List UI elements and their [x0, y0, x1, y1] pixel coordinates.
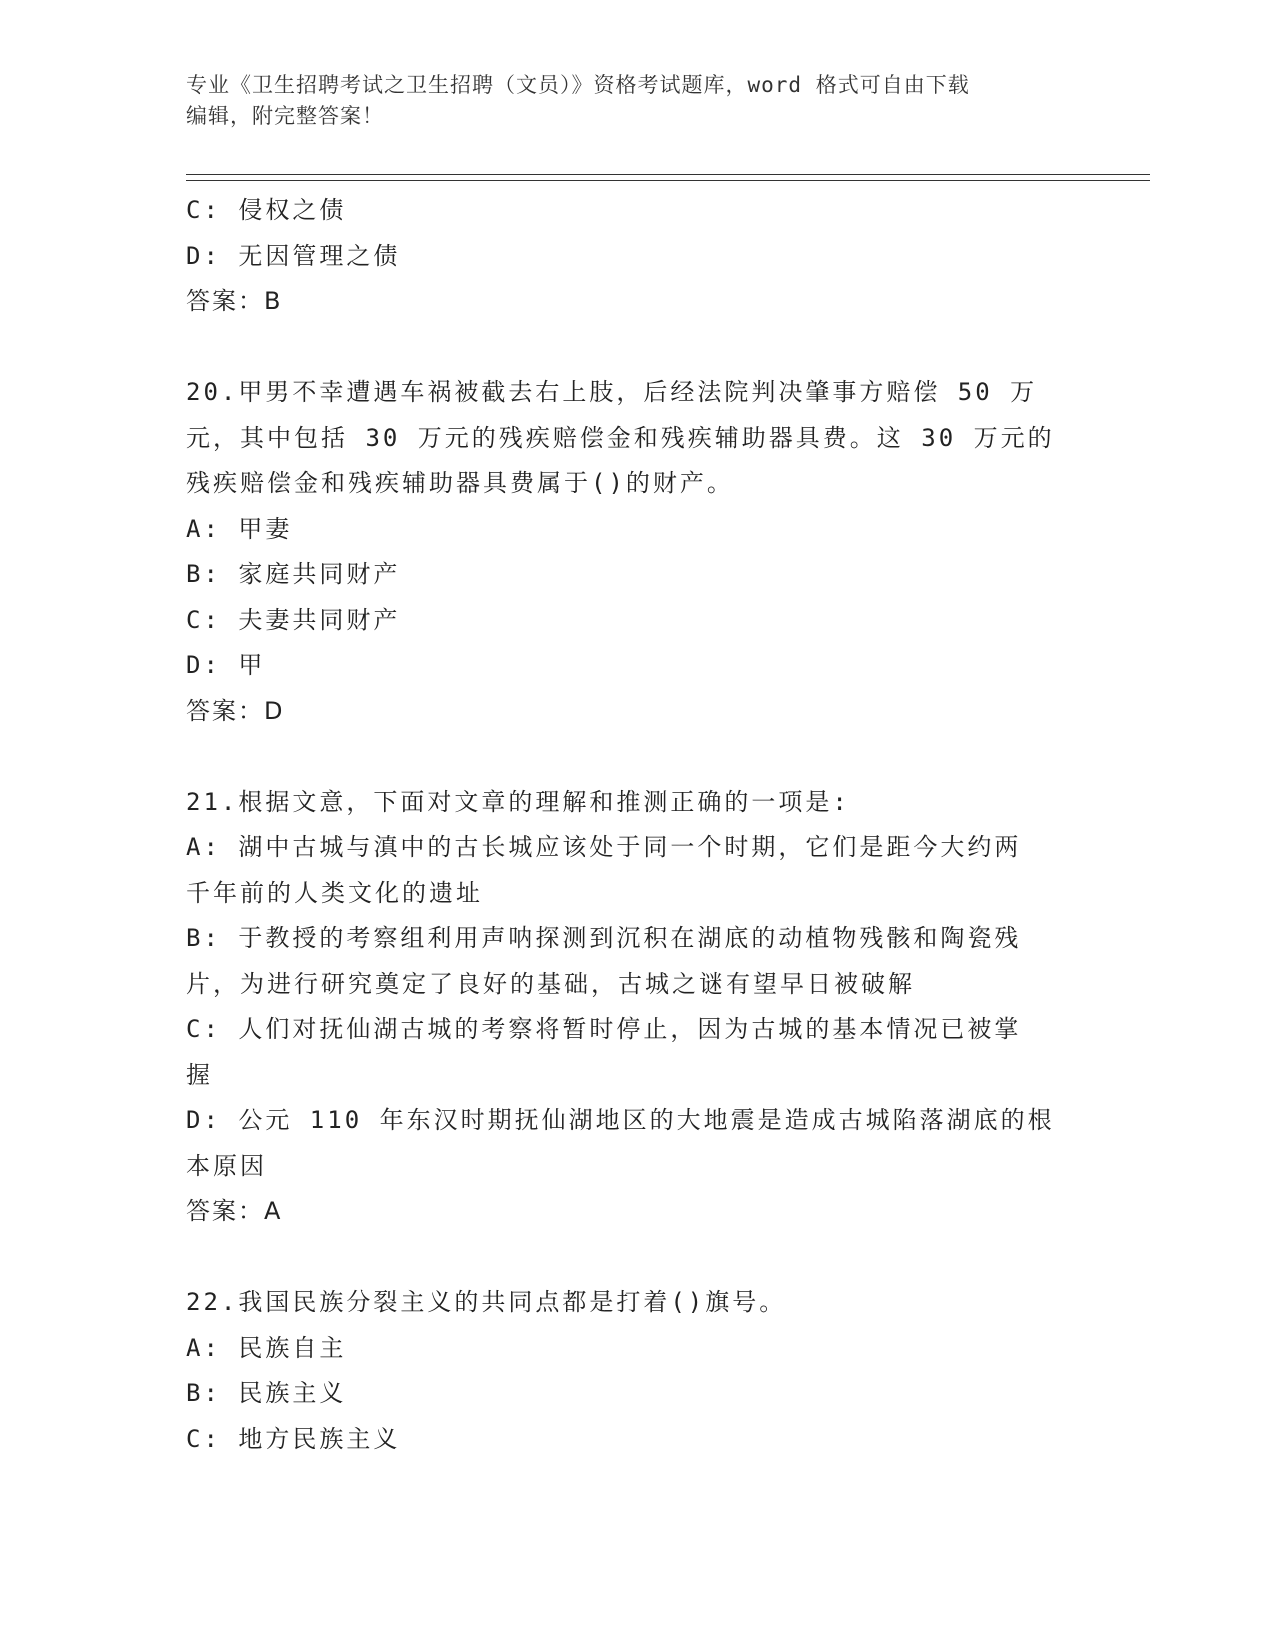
option-c-line: C: 人们对抚仙湖古城的考察将暂时停止，因为古城的基本情况已被掌 — [186, 1015, 1022, 1043]
question-content — [186, 188, 1086, 1462]
option-b: B: 家庭共同财产 — [186, 560, 401, 588]
previous-question-tail — [186, 188, 1086, 325]
header-rule-thick — [186, 174, 1150, 175]
option-c: C: 侵权之债 — [186, 196, 347, 224]
option-b: B: 民族主义 — [186, 1379, 347, 1407]
spacer — [186, 734, 1086, 780]
question-22 — [186, 1280, 1086, 1462]
header-rule-thin — [186, 180, 1150, 181]
option-a: A: 民族自主 — [186, 1333, 347, 1362]
option-c: C: 地方民族主义 — [186, 1424, 401, 1453]
option-d-line: D: 公元 110 年东汉时期抚仙湖地区的大地震是造成古城陷落湖底的根 — [186, 1106, 1055, 1134]
answer-label: 答案：B — [186, 287, 283, 315]
option-b-line: 片，为进行研究奠定了良好的基础，古城之谜有望早日被破解 — [186, 969, 915, 998]
option-d-line: 本原因 — [186, 1151, 267, 1180]
question-stem-line: 元，其中包括 30 万元的残疾赔偿金和残疾辅助器具费。这 30 万元的 — [186, 423, 1055, 452]
header-line-1: 专业《卫生招聘考试之卫生招聘（文员）》资格考试题库，word 格式可自由下载 — [186, 73, 970, 97]
question-21 — [186, 780, 1086, 1235]
option-a-line: A: 湖中古城与滇中的古长城应该处于同一个时期，它们是距今大约两 — [186, 833, 1022, 861]
question-stem-line: 残疾赔偿金和残疾辅助器具费属于()的财产。 — [186, 469, 734, 497]
question-20 — [186, 370, 1086, 734]
option-b-line: B: 于教授的考察组利用声呐探测到沉积在湖底的动植物残骸和陶瓷残 — [186, 924, 1022, 952]
question-stem: 21.根据文意，下面对文章的理解和推测正确的一项是: — [186, 787, 850, 816]
option-d: D: 甲 — [186, 651, 266, 679]
option-c: C: 夫妻共同财产 — [186, 605, 401, 634]
spacer — [186, 1235, 1086, 1281]
question-stem-line: 20.甲男不幸遭遇车祸被截去右上肢，后经法院判决肇事方赔偿 50 万 — [186, 378, 1038, 406]
option-a-line: 千年前的人类文化的遗址 — [186, 878, 483, 907]
option-d: D: 无因管理之债 — [186, 241, 401, 270]
answer-label: 答案：A — [186, 1197, 283, 1225]
spacer — [186, 325, 1086, 371]
option-c-line: 握 — [186, 1060, 213, 1089]
option-a: A: 甲妻 — [186, 514, 293, 543]
answer-label: 答案：D — [186, 696, 285, 725]
header-line-2: 编辑，附完整答案！ — [186, 104, 384, 128]
page-header — [186, 70, 1066, 132]
question-stem: 22.我国民族分裂主义的共同点都是打着()旗号。 — [186, 1288, 787, 1316]
